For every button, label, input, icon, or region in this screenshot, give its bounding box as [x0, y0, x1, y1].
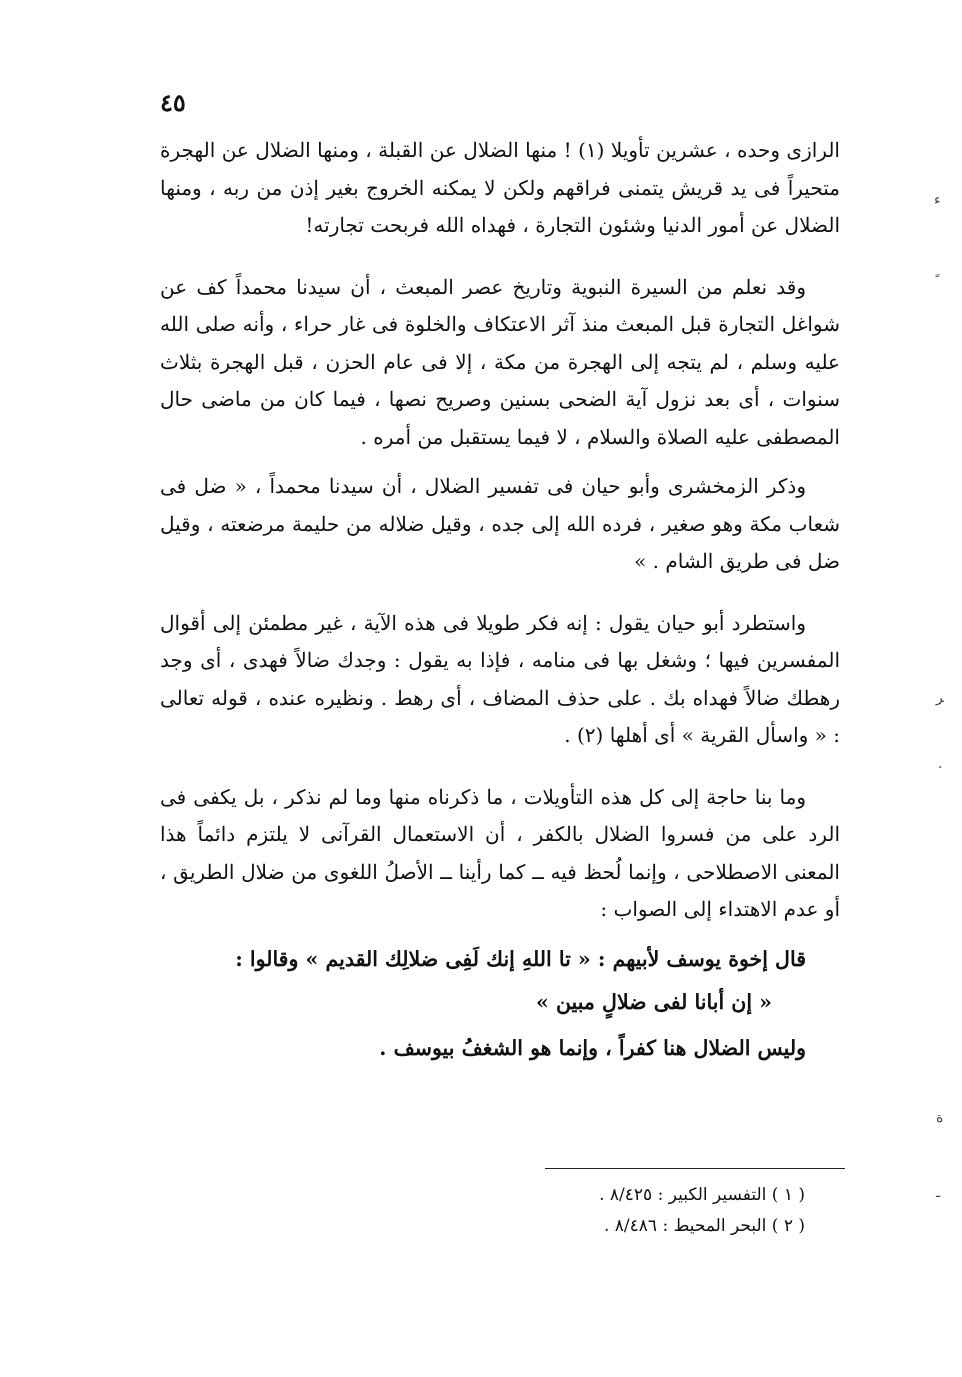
main-text [160, 132, 840, 1070]
footnotes [470, 1180, 805, 1242]
verse-line: « إن أبانا لفى ضلالٍ مبين » [536, 990, 772, 1014]
margin-speck: ﺀ [934, 192, 941, 208]
verse-closing: وليس الضلال هنا كفراً ، وإنما هو الشغفُ بيوسف . [379, 1036, 806, 1060]
paragraph-4: واستطرد أبو حيان يقول : إنه فكر طويلا فى هذه الآية ، غير مطمئن إلى أقوال المفسرين فيها ؛ وشغل بها فى منامه ، فإذا به يقول : وجدك ضالاً فهدى ، أى وجد رهطك ضالاً فهداه بك . على حذف المضاف ، أى رهط . ونظيره عنده ، قوله تعالى : « واسأل القرية » أى أهلها (٢) . [160, 610, 840, 747]
footnote-1: ( ١ ) التفسير الكبير : ٨/٤٢٥ . [599, 1185, 805, 1205]
margin-speck: · [938, 760, 943, 776]
verse-intro: قال إخوة يوسف لأبيهم : « تا اللهِ إنك لَفِى ضلالِك القديم » وقالوا : [235, 946, 806, 971]
paragraph-2: وقد نعلم من السيرة النبوية وتاريخ عصر المبعث ، أن سيدنا محمداً كف عن شواغل التجارة قبل المبعث منذ آثر الاعتكاف والخلوة فى غار حراء ، وأنه صلى الله عليه وسلم ، لم يتجه إلى الهجرة من مكة ، إلا فى عام الحزن ، قبل الهجرة بثلاث سنوات ، أى بعد نزول آية الضحى بسنين وصريح نصها ، فيما كان من ماضى حال المصطفى عليه الصلاة والسلام ، لا فيما يستقبل من أمره . [160, 274, 840, 449]
paragraph-3: وذكر الزمخشرى وأبو حيان فى تفسير الضلال ، أن سيدنا محمداً ، « ضل فى شعاب مكة وهو صغير ، فرده الله إلى جده ، وقيل ضلاله من حليمة مرضعته ، وقيل ضل فى طريق الشام . » [160, 474, 840, 573]
margin-speck: ﺮ [936, 690, 944, 706]
footnote-2: ( ٢ ) البحر المحيط : ٨/٤٨٦ . [603, 1216, 805, 1236]
paragraph-5: وما بنا حاجة إلى كل هذه التأويلات ، ما ذكرناه منها وما لم نذكر ، بل يكفى فى الرد على من فسروا الضلال بالكفر ، أن الاستعمال القرآنى لا يلتزم دائماً هذا المعنى الاصطلاحى ، وإنما لُحظ فيه ــ كما رأينا ــ الأصلُ اللغوى من ضلال الطريق ، أو عدم الاهتداء إلى الصواب : [160, 784, 840, 921]
margin-speck: ـ [936, 1185, 941, 1201]
footnote-divider [545, 1168, 845, 1169]
page-number: ٤٥ [160, 88, 186, 117]
margin-speck: ﺓ [936, 1110, 944, 1126]
paragraph-1: الرازى وحده ، عشرين تأويلا (١) ! منها الضلال عن القبلة ، ومنها الضلال عن الهجرة متحيراً فى يد قريش يتمنى فراقهم ولكن لا يمكنه الخروج بغير إذن من ربه ، ومنها الضلال عن أمور الدنيا وشئون التجارة ، فهداه الله فربحت تجارته! [160, 138, 840, 237]
